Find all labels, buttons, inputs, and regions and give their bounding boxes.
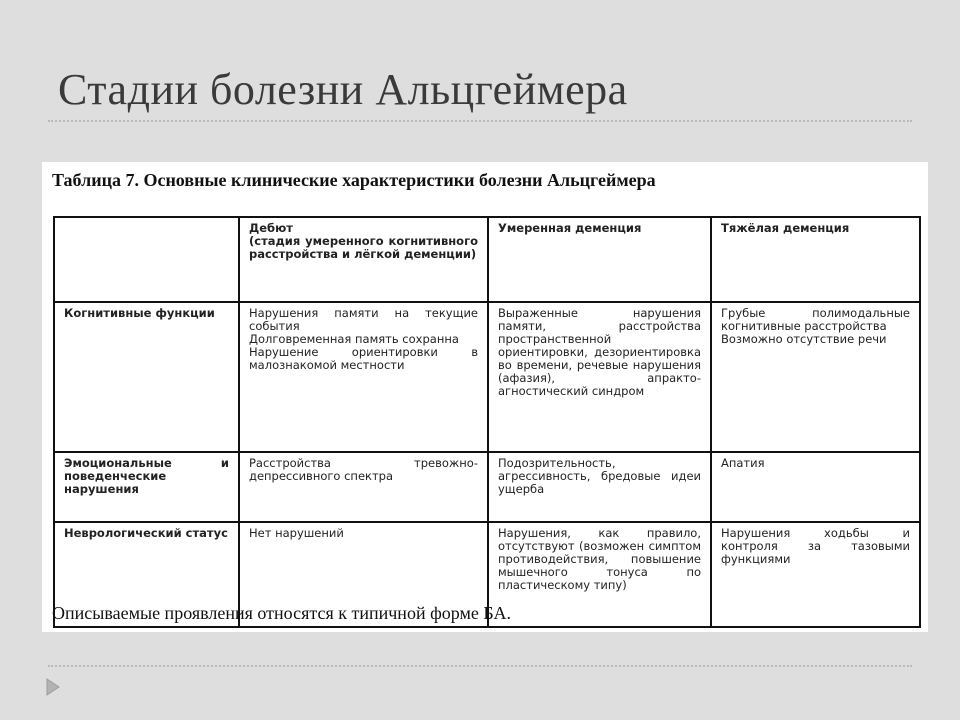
table-cell: Выраженные нарушения памяти, расстройства пространственной ориентировки, дезориентировка во времени, речевые нарушения (афазия), апракто-агностический синдром bbox=[488, 302, 711, 452]
table-cell: Нарушения ходьбы и контроля за тазовыми функциями bbox=[711, 522, 920, 627]
clinical-table bbox=[53, 216, 921, 628]
slide-title: Стадии болезни Альцгеймера bbox=[58, 65, 628, 114]
header-cell-moderate: Умеренная деменция bbox=[488, 217, 711, 302]
table-cell: Нарушения, как правило, отсутствуют (возможен симптом противодействия, повышение мышечного тонуса по пластическому типу) bbox=[488, 522, 711, 627]
row-label-neurological: Неврологический статус bbox=[54, 522, 239, 627]
row-label-cognitive: Когнитивные функции bbox=[54, 302, 239, 452]
table-cell: Нет нарушений bbox=[239, 522, 488, 627]
title-divider bbox=[48, 120, 912, 122]
header-cell-debut: Дебют (стадия умеренного когнитивного расстройства и лёгкой деменции) bbox=[239, 217, 488, 302]
header-cell-severe: Тяжёлая деменция bbox=[711, 217, 920, 302]
table-row bbox=[54, 452, 920, 522]
table-cell: Нарушения памяти на текущие события Долговременная память сохранна Нарушение ориентировки в малознакомой местности bbox=[239, 302, 488, 452]
table-cell: Грубые полимодальные когнитивные расстройства Возможно отсутствие речи bbox=[711, 302, 920, 452]
table-cell: Апатия bbox=[711, 452, 920, 522]
table-caption: Таблица 7. Основные клинические характеристики болезни Альцгеймера bbox=[52, 170, 656, 190]
header-cell-empty bbox=[54, 217, 239, 302]
table-image bbox=[42, 162, 928, 632]
table-cell: Подозрительность, агрессивность, бредовые идеи ущерба bbox=[488, 452, 711, 522]
triangle-right-icon[interactable] bbox=[44, 676, 62, 698]
table-header-row bbox=[54, 217, 920, 302]
row-label-emotional: Эмоциональные и поведенческие нарушения bbox=[54, 452, 239, 522]
table-row bbox=[54, 302, 920, 452]
footer-divider bbox=[48, 665, 912, 667]
table-cell: Расстройства тревожно-депрессивного спектра bbox=[239, 452, 488, 522]
table-footnote: Описываемые проявления относятся к типичной форме БА. bbox=[52, 603, 511, 623]
